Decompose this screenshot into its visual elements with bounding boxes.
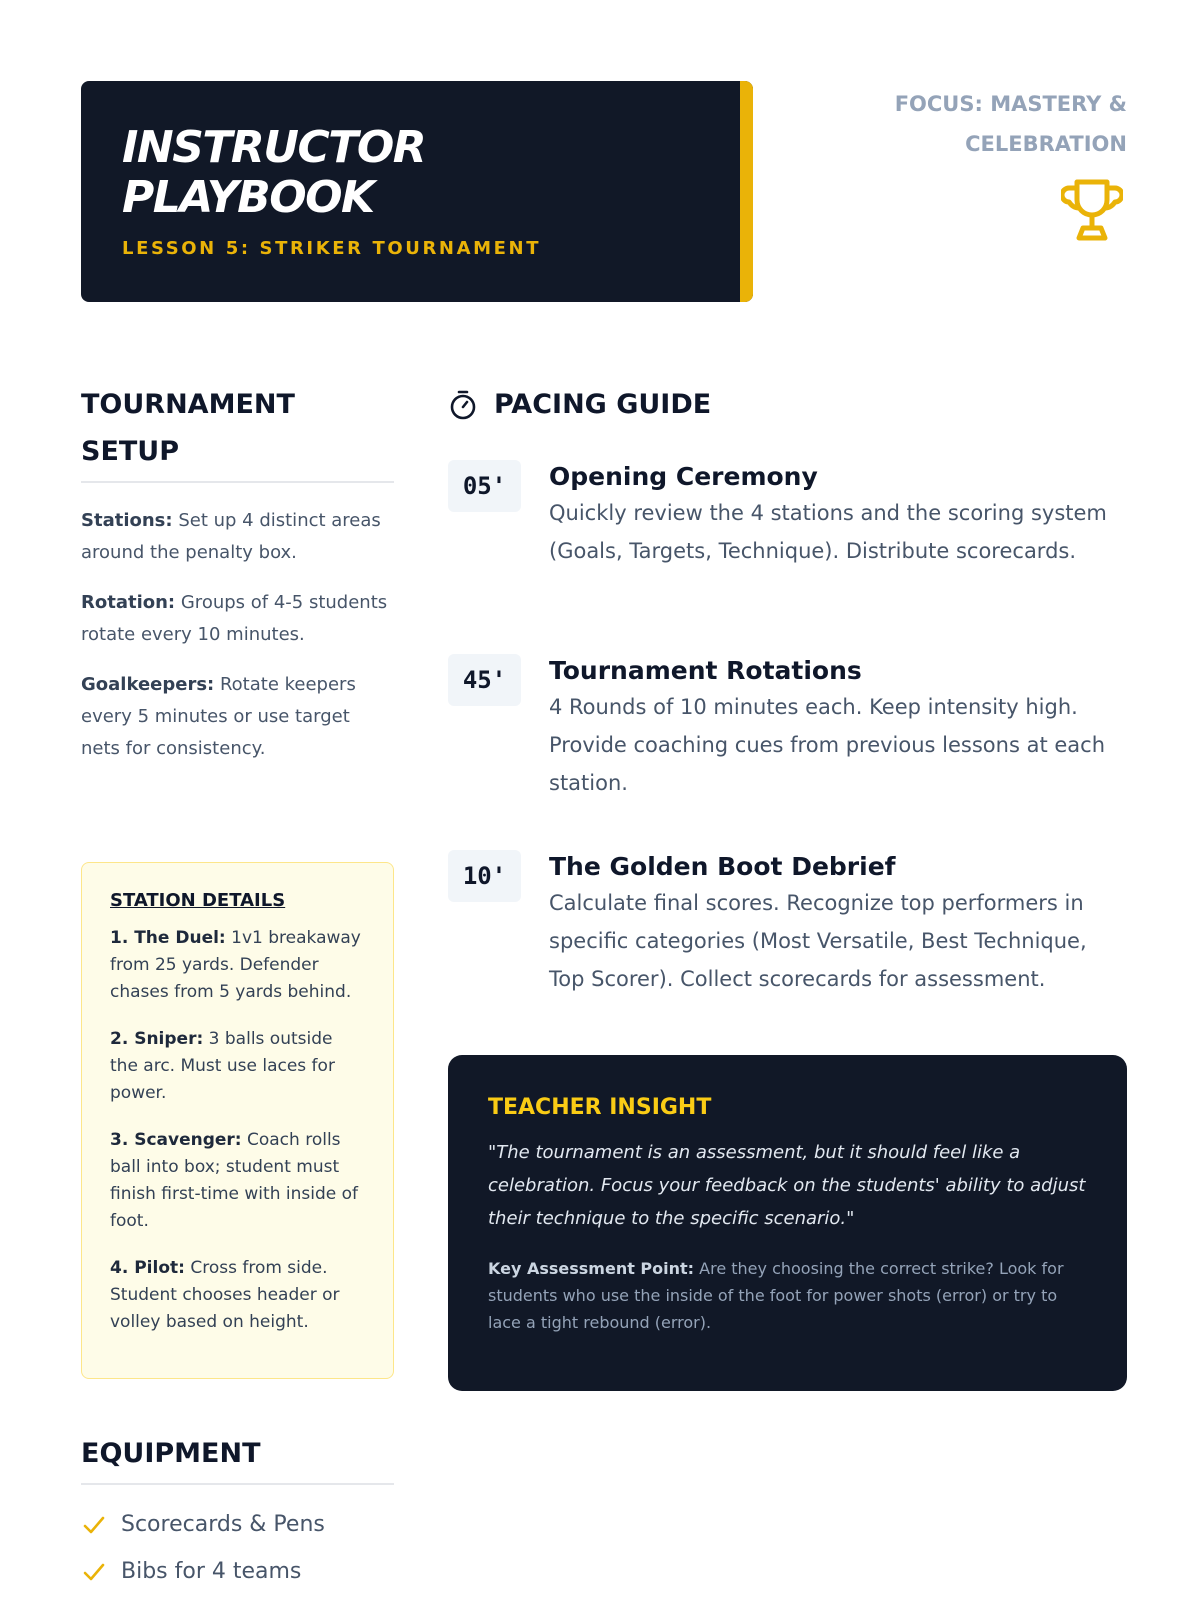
pacing-item-desc: Quickly review the 4 stations and the scoring system (Goals, Targets, Technique). Distribute scorecards. [549,501,1107,563]
pacing-item-name: The Golden Boot Debrief [549,852,896,881]
pacing-item-desc: 4 Rounds of 10 minutes each. Keep intensity high. Provide coaching cues from previous lessons at each station. [549,695,1105,795]
station-item-pilot: 4. Pilot: Cross from side. Student chooses header or volley based on height. [110,1258,340,1332]
time-badge: 05' [448,460,521,512]
setup-item-goalkeepers: Goalkeepers: Rotate keepers every 5 minutes or use target nets for consistency. [81,674,356,759]
setup-item-rotation: Rotation: Groups of 4-5 students rotate every 10 minutes. [81,592,388,645]
equipment-item: Scorecards & Pens [81,1501,394,1548]
playbook-title: INSTRUCTOR PLAYBOOK [122,122,426,223]
time-badge: 10' [448,850,521,902]
pacing-item-name: Opening Ceremony [549,462,818,491]
equipment-title: EQUIPMENT [81,1438,261,1469]
insight-quote: "The tournament is an assessment, but it should feel like a celebration. Focus your feedback on the students' ability to adjust their technique to the specific scenario." [488,1142,1086,1229]
station-details-title: STATION DETAILS [110,890,286,911]
setup-title: TOURNAMENT SETUP [81,389,295,467]
equipment-item: Bibs for 4 teams [81,1548,394,1595]
station-item-sniper: 2. Sniper: 3 balls outside the arc. Must use laces for power. [110,1029,335,1103]
insight-title: TEACHER INSIGHT [488,1095,712,1120]
pacing-item-desc: Calculate final scores. Recognize top performers in specific categories (Most Versatile, Best Technique, Top Scorer). Collect scorecards for assessment. [549,891,1087,991]
check-icon [81,1559,107,1585]
accent-bar [740,81,753,302]
key-assessment-note: Key Assessment Point: Are they choosing the correct strike? Look for students who use the inside of the foot for power shots (error) or try to lace a tight rebound (error). [488,1259,1064,1332]
station-details-callout [81,862,394,1379]
station-item-duel: 1. The Duel: 1v1 breakaway from 25 yards. Defender chases from 5 yards behind. [110,928,361,1002]
trophy-icon [1061,178,1123,242]
stopwatch-icon [448,389,478,421]
pacing-title: PACING GUIDE [494,389,712,420]
hero-banner [81,81,753,302]
equipment-section [81,1430,394,1595]
setup-item-stations: Stations: Set up 4 distinct areas around the penalty box. [81,510,381,563]
pacing-guide-section [448,381,1127,991]
check-icon [81,1512,107,1538]
tournament-setup-section [81,381,394,765]
focus-label: FOCUS: MASTERY & CELEBRATION [894,92,1127,156]
time-badge: 45' [448,654,521,706]
station-item-scavenger: 3. Scavenger: Coach rolls ball into box; student must finish first-time with inside of foot. [110,1130,358,1231]
pacing-item-name: Tournament Rotations [549,656,862,685]
lesson-subtitle: LESSON 5: STRIKER TOURNAMENT [122,238,542,259]
teacher-insight-card [448,1055,1127,1391]
